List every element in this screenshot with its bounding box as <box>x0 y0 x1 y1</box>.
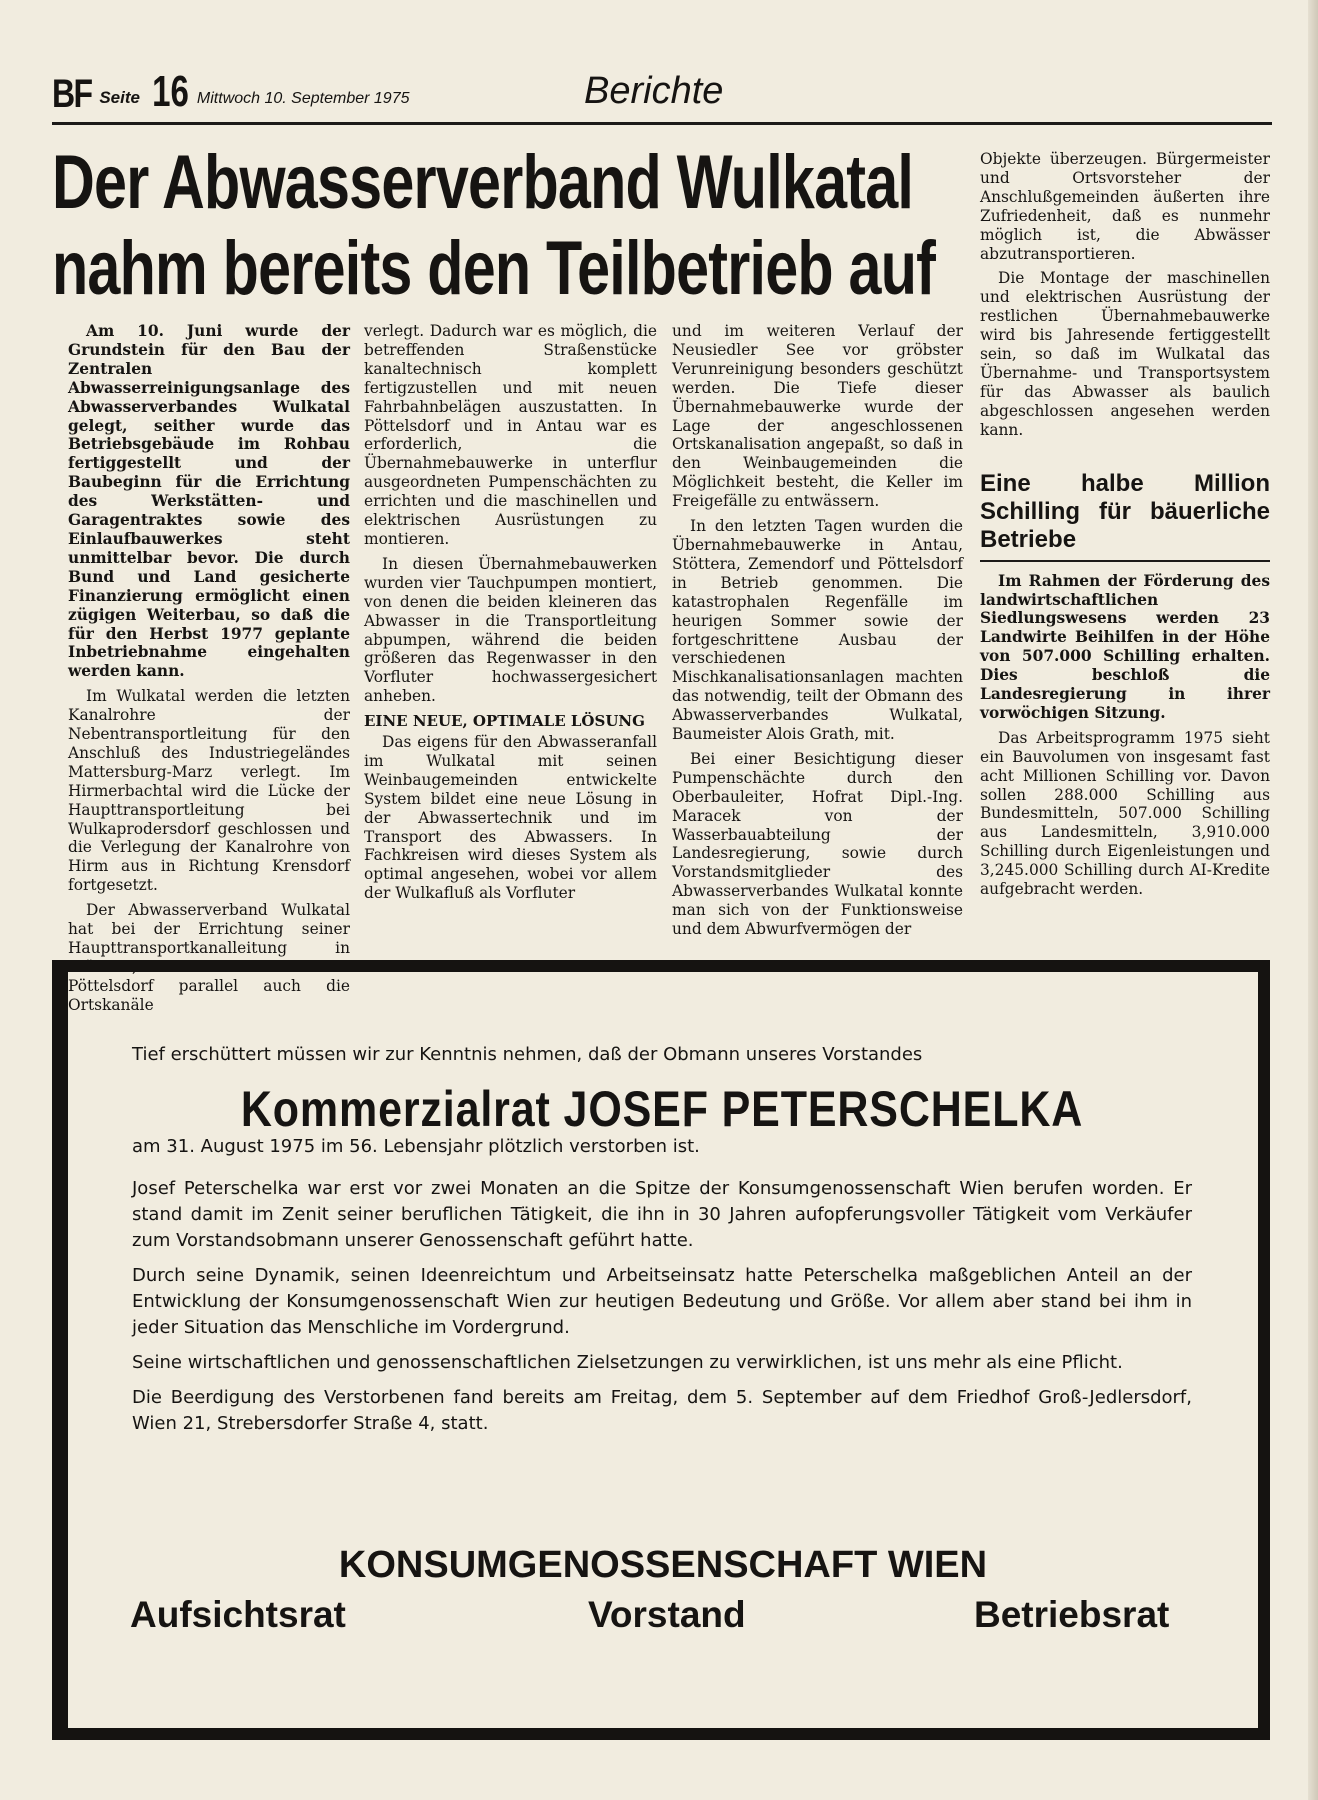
paragraph: Objekte überzeugen. Bürgermeister und Ortsvorsteher der Anschlußgemeinden äußerten ihre Zufriedenheit, daß es nunmehr möglich ist, die Abwässer abzutransportieren. <box>980 150 1270 263</box>
obituary-notice <box>52 960 1270 1740</box>
article2-body: Das Arbeitsprogramm 1975 sieht ein Bauvolumen von insgesamt fast acht Millionen Schilling vor. Davon sollen 288.000 Schilling aus Bundesmitteln, 507.000 Schilling aus Landesmitteln, 3,910.000 Schilling durch Eigenleistungen und 3,245.000 Schilling durch AI-Kredite aufgebracht werden. <box>980 728 1270 899</box>
deceased-name: Kommerzialrat JOSEF PETERSCHELKA <box>240 1081 1084 1137</box>
section-title: Berichte <box>584 70 724 112</box>
newspaper-logo: BF <box>52 72 92 116</box>
subheading: EINE NEUE, OPTIMALE LÖSUNG <box>364 712 645 731</box>
obituary-paragraph: Die Beerdigung des Verstorbenen fand bereits am Freitag, dem 5. September auf dem Friedhof Groß-Jedlersdorf, Wien 21, Strebersdorfer Straße 4, statt. <box>132 1387 1192 1434</box>
obituary-paragraph: Josef Peterschelka war erst vor zwei Monaten an die Spitze der Konsumgenossenschaft Wien berufen worden. Er stand damit im Zenit seiner beruflichen Tätigkeit, die ihn in 30 Jahren aufopferungsvoller Tätigkeit vom Verkäufer zum Vorstandsobmann unserer Genossenschaft geführt hatte. <box>132 1178 1192 1251</box>
paragraph: und im weiteren Verlauf der Neusiedler See vor gröbster Verunreinigung besonders geschützt werden. Die Tiefe dieser Übernahmebauwerke wurde der Lage der angeschlossenen Ortskanalisation angepaßt, so daß in den Weinbaugemeinden die Möglichkeit besteht, die Keller im Freigefälle zu entwässern. <box>672 322 963 511</box>
article-column-1 <box>68 322 350 1021</box>
paragraph: Die Montage der maschinellen und elektrischen Ausrüstung der restlichen Übernahmebauwerke wird bis Jahresende fertiggestellt sein, so daß im Wulkatal das Übernahme- und Transportsystem für das Abwasser als baulich abgeschlossen angesehen werden kann. <box>980 269 1270 439</box>
page-header <box>52 67 410 116</box>
article2-headline: Eine halbe Million Schilling für bäuerliche Betriebe <box>980 469 1270 553</box>
obituary-paragraph: Seine wirtschaftlichen und genossenschaftlichen Zielsetzungen zu verwirklichen, ist uns mehr als eine Pflicht. <box>132 1352 1123 1373</box>
article-column-4 <box>980 150 1270 905</box>
paragraph: Das eigens für den Abwasseranfall im Wulkatal mit seinen Weinbaugemeinden entwickelte System bildet eine neue Lösung in der Abwassertechnik und im Transport des Abwassers. In Fachkreisen wird dieses System als optimal angesehen, wobei vor allem der Wulkafluß als Vorfluter <box>364 733 657 903</box>
paragraph: Im Wulkatal werden die letzten Kanalrohre der Nebentransportleitung für den Anschluß des Industriegeländes Mattersburg-Marz verlegt. Im Hirmerbachtal wird die Lücke der Haupttransportleitung bei Wulkaprodersdorf geschlossen und die Verlegung der Kanalrohre von Hirm aus in Richtung Krensdorf fortgesetzt. <box>68 687 350 895</box>
paragraph: Bei einer Besichtigung dieser Pumpenschächte durch den Oberbauleiter, Hofrat Dipl.-Ing. Maracek von der Wasserbauabteilung der Landesregierung, sowie durch Vorstandsmitglieder des Abwasserverbandes Wulkatal konnte man sich von der Funktionsweise und dem Abwurfvermögen der <box>672 749 963 939</box>
page-edge <box>1308 0 1318 1800</box>
signatory: Aufsichtsrat <box>130 1594 346 1635</box>
issue-date: Mittwoch 10. September 1975 <box>196 90 410 107</box>
article-column-2 <box>364 322 657 909</box>
article2-lead: Im Rahmen der Förderung des landwirtschaftlichen Siedlungswesens werden 23 Landwirte Beihilfen in der Höhe von 507.000 Schilling erhalten. Dies beschloß die Landesregierung in ihrer vorwöchigen Sitzung. <box>980 571 1270 722</box>
paragraph: Der Abwasserverband Wulkatal hat bei der Errichtung seiner Haupttransportkanalleitung in Stöttera, Zemendorf und Pöttelsdorf parallel auch die Ortskanäle <box>68 901 350 1014</box>
paragraph: In den letzten Tagen wurden die Übernahmebauwerke in Antau, Stöttera, Zemendorf und Pöttelsdorf in Betrieb genommen. Die katastrophalen Regenfälle im heurigen Sommer sowie der fortgeschrittene Ausbau der verschiedenen Mischkanalisationsanlagen machten das notwendig, teilt der Obmann des Abwasserverbandes Wulkatal, Baumeister Alois Grath, mit. <box>672 517 963 744</box>
headline-line-1: Der Abwasserverband Wulkatal <box>52 140 914 225</box>
paragraph: verlegt. Dadurch war es möglich, die betreffenden Straßenstücke kanaltechnisch komplett fertigzustellen und mit neuen Fahrbahnbelägen auszustatten. In Pöttelsdorf und in Antau war es erforderlich, die Übernahmebauwerke in unterflur ausgeordneten Pumpenschächten zu errichten und die maschinellen und elektrischen Ausrüstungen zu montieren. <box>364 322 657 548</box>
article-column-3 <box>672 322 963 945</box>
header-rule <box>52 122 1272 125</box>
headline-line-2: nahm bereits den Teilbetrieb auf <box>52 226 936 311</box>
obituary-paragraph: Durch seine Dynamik, seinen Ideenreichtum und Arbeitseinsatz hatte Peterschelka maßgeblichen Anteil an der Entwicklung der Konsumgenossenschaft Wien zur heutigen Bedeutung und Größe. Vor allem aber stand bei ihm in jeder Situation das Menschliche im Vordergrund. <box>132 1265 1192 1338</box>
paragraph: Am 10. Juni wurde der Grundstein für den Bau der Zentralen Abwasserreinigungsanlage des Abwasserverbandes Wulkatal gelegt, seither wurde das Betriebsgebäude im Rohbau fertiggestellt und der Baubeginn für die Errichtung des Werkstätten- und Garagentraktes sowie des Einlaufbauwerkes steht unmittelbar bevor. Die durch Bund und Land gesicherte Finanzierung ermöglicht einen zügigen Weiterbau, so daß die für den Herbst 1977 geplante Inbetriebnahme eingehalten werden kann. <box>68 322 350 681</box>
obituary-died: am 31. August 1975 im 56. Lebensjahr plötzlich verstorben ist. <box>132 1136 700 1157</box>
organization-name: KONSUMGENOSSENSCHAFT WIEN <box>338 1544 988 1586</box>
signatory: Betriebsrat <box>974 1594 1170 1635</box>
article2-rule <box>980 560 1270 562</box>
article-headline <box>52 140 935 312</box>
obituary-intro: Tief erschüttert müssen wir zur Kenntnis nehmen, daß der Obmann unseres Vorstandes <box>132 1044 923 1065</box>
signatory: Vorstand <box>588 1594 746 1635</box>
page-number: 16 <box>152 67 189 116</box>
paragraph: In diesen Übernahmebauwerken wurden vier Tauchpumpen montiert, von denen die beiden kleineren das Abwasser in die Transportleitung abpumpen, während die beiden größeren das Regenwasser in den Vorfluter hochwassergesichert anheben. <box>364 554 657 706</box>
page-label: Seite <box>99 88 140 107</box>
